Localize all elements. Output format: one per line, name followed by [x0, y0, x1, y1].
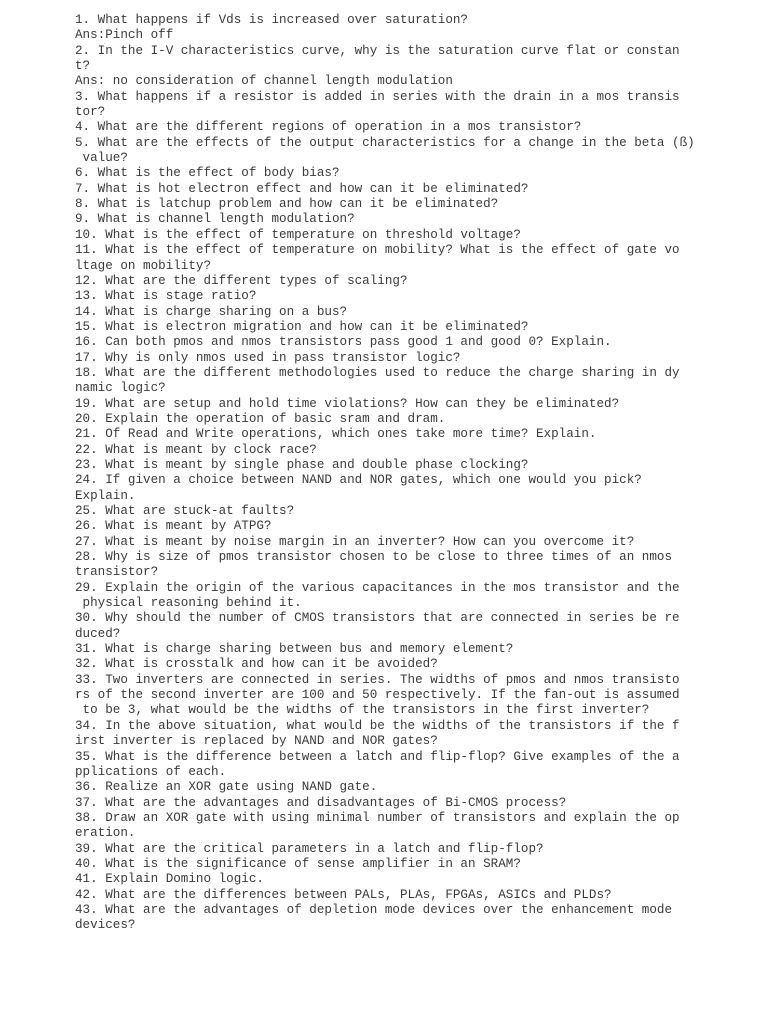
text-line: 7. What is hot electron effect and how can it be eliminated?: [75, 181, 529, 196]
text-line: 13. What is stage ratio?: [75, 289, 257, 304]
text-line: Explain.: [75, 488, 136, 503]
text-line: pplications of each.: [75, 764, 227, 779]
document-page: [75, 13, 765, 934]
text-line: 5. What are the effects of the output characteristics for a change in the beta (ß): [75, 135, 695, 150]
text-line: 33. Two inverters are connected in series. The widths of pmos and nmos transisto: [75, 672, 680, 687]
text-line: devices?: [75, 918, 136, 933]
text-line: duced?: [75, 626, 121, 641]
text-line: Ans:Pinch off: [75, 28, 174, 43]
text-line: 36. Realize an XOR gate using NAND gate.: [75, 780, 378, 795]
text-line: 25. What are stuck-at faults?: [75, 504, 295, 518]
text-line: 34. In the above situation, what would be the widths of the transistors if the f: [75, 718, 680, 733]
text-line: namic logic?: [75, 381, 166, 396]
text-line: 26. What is meant by ATPG?: [75, 519, 272, 534]
text-line: 19. What are setup and hold time violations? How can they be eliminated?: [75, 396, 620, 411]
text-line: transistor?: [75, 565, 159, 580]
text-line: to be 3, what would be the widths of the transistors in the first inverter?: [75, 703, 650, 718]
text-line: 1. What happens if Vds is increased over saturation?: [75, 13, 468, 27]
text-line: 32. What is crosstalk and how can it be avoided?: [75, 657, 438, 672]
text-line: 38. Draw an XOR gate with using minimal number of transistors and explain the op: [75, 810, 680, 825]
text-line: irst inverter is replaced by NAND and NOR gates?: [75, 734, 438, 749]
text-line: 39. What are the critical parameters in a latch and flip-flop?: [75, 841, 544, 856]
text-line: eration.: [75, 826, 136, 841]
text-line: 16. Can both pmos and nmos transistors pass good 1 and good 0? Explain.: [75, 335, 612, 350]
text-line: 29. Explain the origin of the various capacitances in the mos transistor and the: [75, 580, 680, 595]
text-line: value?: [75, 151, 128, 166]
text-line: 21. Of Read and Write operations, which ones take more time? Explain.: [75, 427, 597, 442]
text-line: 27. What is meant by noise margin in an inverter? How can you overcome it?: [75, 534, 635, 549]
text-line: 2. In the I-V characteristics curve, why is the saturation curve flat or constan: [75, 43, 680, 58]
text-line: 18. What are the different methodologies used to reduce the charge sharing in dy: [75, 365, 680, 380]
text-line: rs of the second inverter are 100 and 50 respectively. If the fan-out is assumed: [75, 688, 680, 703]
text-line: 6. What is the effect of body bias?: [75, 166, 340, 181]
text-line: 37. What are the advantages and disadvantages of Bi-CMOS process?: [75, 795, 567, 810]
text-line: tor?: [75, 105, 106, 120]
text-line: 24. If given a choice between NAND and NOR gates, which one would you pick?: [75, 473, 642, 488]
text-line: 42. What are the differences between PALs, PLAs, FPGAs, ASICs and PLDs?: [75, 887, 612, 902]
text-line: 17. Why is only nmos used in pass transistor logic?: [75, 350, 461, 365]
text-line: t?: [75, 59, 91, 74]
text-line: 41. Explain Domino logic.: [75, 872, 264, 887]
text-line: ltage on mobility?: [75, 258, 212, 273]
text-line: 14. What is charge sharing on a bus?: [75, 304, 348, 319]
text-line: 10. What is the effect of temperature on threshold voltage?: [75, 227, 521, 242]
text-line: 9. What is channel length modulation?: [75, 212, 355, 227]
text-line: 22. What is meant by clock race?: [75, 442, 317, 457]
text-line: 40. What is the significance of sense amplifier in an SRAM?: [75, 856, 521, 871]
text-line: 12. What are the different types of scaling?: [75, 273, 408, 288]
text-line: 31. What is charge sharing between bus and memory element?: [75, 642, 514, 657]
text-line: 35. What is the difference between a latch and flip-flop? Give examples of the a: [75, 749, 680, 764]
text-line: 20. Explain the operation of basic sram and dram.: [75, 411, 446, 426]
text-line: Ans: no consideration of channel length modulation: [75, 74, 453, 89]
text-line: 3. What happens if a resistor is added in series with the drain in a mos transis: [75, 89, 680, 104]
text-line: 8. What is latchup problem and how can it be eliminated?: [75, 197, 499, 212]
text-line: 28. Why is size of pmos transistor chosen to be close to three times of an nmos: [75, 550, 673, 565]
text-line: 43. What are the advantages of depletion mode devices over the enhancement mode: [75, 902, 673, 917]
text-line: 15. What is electron migration and how can it be eliminated?: [75, 319, 529, 334]
text-line: 30. Why should the number of CMOS transistors that are connected in series be re: [75, 611, 680, 626]
text-line: physical reasoning behind it.: [75, 596, 302, 611]
text-line: 4. What are the different regions of operation in a mos transistor?: [75, 120, 582, 135]
text-line: 23. What is meant by single phase and double phase clocking?: [75, 457, 529, 472]
text-line: 11. What is the effect of temperature on mobility? What is the effect of gate vo: [75, 243, 680, 258]
